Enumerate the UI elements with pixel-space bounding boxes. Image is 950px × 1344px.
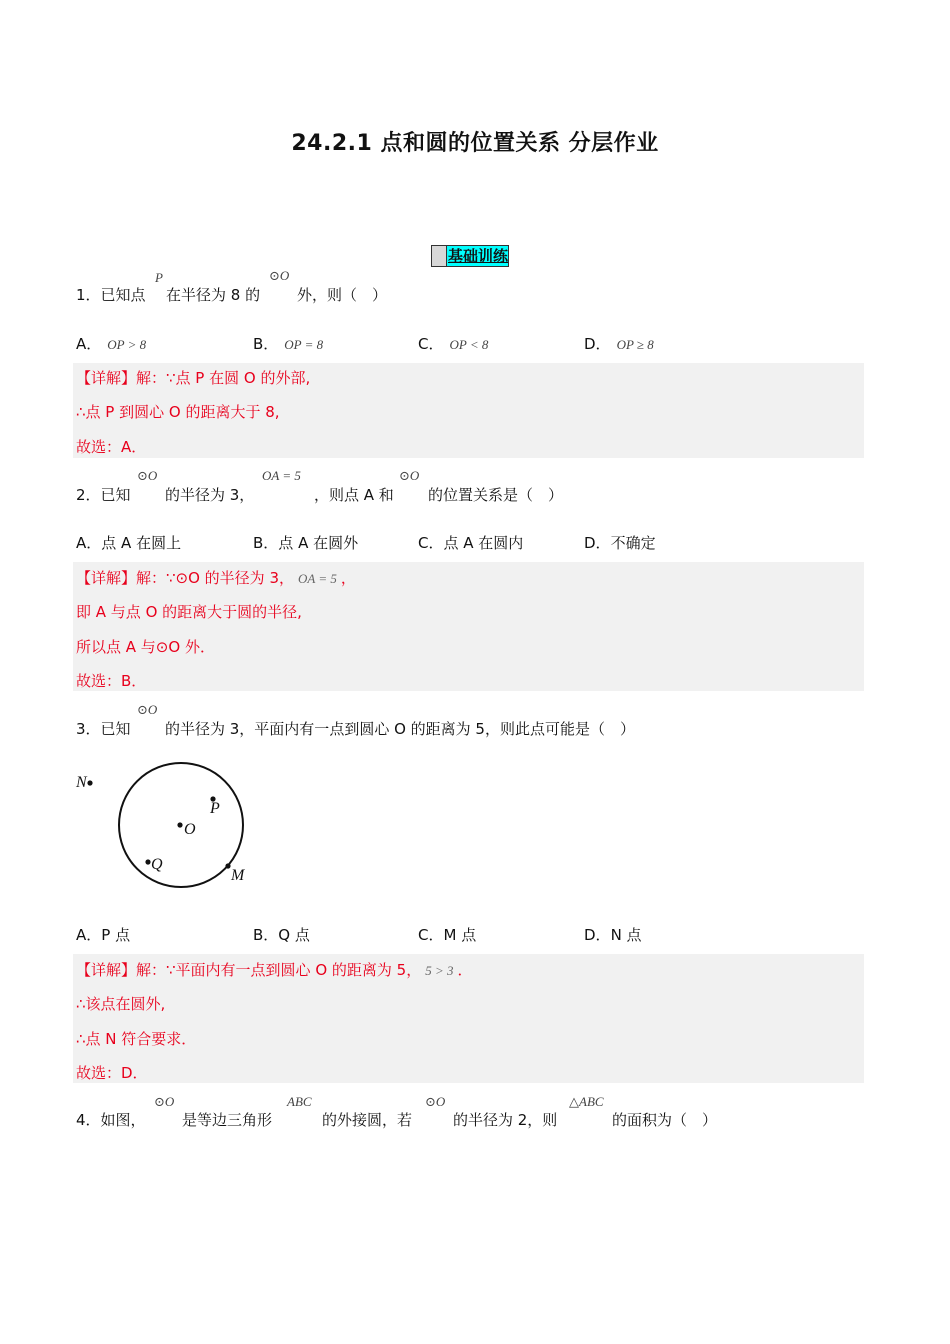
q1-option-a[interactable]: A． OP > 8: [76, 335, 147, 353]
q4-stem-b: 是等边三角形: [182, 1111, 273, 1129]
q3-stem-a: 3．已知: [76, 720, 131, 738]
q1-option-c[interactable]: C． OP < 8: [418, 335, 489, 353]
q1-stem-a: 1．已知点: [76, 286, 146, 304]
q4-stem-a: 4．如图，: [76, 1111, 146, 1129]
q2-stem-b: 的半径为 3，: [165, 486, 255, 504]
q2-stem-d: 的位置关系是（ ）: [428, 486, 564, 504]
q1-stem-b: 在半径为 8 的: [166, 286, 261, 304]
q3-option-d[interactable]: D．N 点: [584, 926, 642, 944]
label-m: M: [231, 867, 245, 884]
section-badge-label: 基础训练: [448, 247, 509, 265]
q1-sup-circle: ⊙O: [269, 268, 290, 283]
q2-solution-line-3: 所以点 A 与⊙O 外．: [76, 638, 215, 656]
q3-solution-line-1: 【详解】解：∵平面内有一点到圆心 O 的距离为 5， 5 > 3 ．: [76, 961, 473, 979]
label-n: N: [76, 774, 87, 791]
q1-solution-line-1: 【详解】解：∵点 P 在圆 O 的外部,: [76, 369, 311, 387]
label-q: Q: [151, 856, 163, 873]
q4-sup-circle-2: ⊙O: [425, 1094, 446, 1109]
q3-solution: [73, 954, 864, 1083]
q3-solution-line-3: ∴点 N 符合要求．: [76, 1030, 197, 1048]
q2-solution-line-1: 【详解】解：∵⊙O 的半径为 3， OA = 5 ，: [76, 569, 356, 587]
q3-option-b[interactable]: B．Q 点: [253, 926, 310, 944]
q1-solution-line-3: 故选：A．: [76, 438, 147, 456]
q2-solution-line-2: 即 A 与点 O 的距离大于圆的半径,: [76, 603, 302, 621]
q2-sup-circle-2: ⊙O: [399, 468, 420, 483]
q2-stem-a: 2．已知: [76, 486, 131, 504]
q4-stem-e: 的面积为（ ）: [612, 1111, 718, 1129]
q2-solution: [73, 562, 864, 691]
q1-stem-c: 外，则（ ）: [297, 286, 388, 304]
badge-box-icon: [432, 246, 447, 266]
q1-option-d[interactable]: D． OP ≥ 8: [584, 335, 654, 353]
q1-solution: [73, 363, 864, 458]
q3-stem-b: 的半径为 3，平面内有一点到圆心 O 的距离为 5，则此点可能是（ ）: [165, 720, 635, 738]
q2-solution-line-4: 故选：B．: [76, 672, 147, 690]
q2-sup-circle-1: ⊙O: [137, 468, 158, 483]
section-badge: [431, 245, 509, 267]
label-o: O: [184, 821, 196, 838]
q4-sup-circle-1: ⊙O: [154, 1094, 175, 1109]
point-m-dot: [225, 863, 230, 868]
q3-sup-circle: ⊙O: [137, 702, 158, 717]
q2-option-d[interactable]: D．不确定: [584, 534, 656, 552]
q1-option-b[interactable]: B． OP = 8: [253, 335, 324, 353]
q1-solution-line-2: ∴点 P 到圆心 O 的距离大于 8,: [76, 403, 280, 421]
q3-solution-line-4: 故选：D．: [76, 1064, 148, 1082]
q2-option-a[interactable]: A．点 A 在圆上: [76, 534, 182, 552]
point-q-dot: [145, 859, 150, 864]
point-n-dot: [87, 780, 92, 785]
q4-sup-triangle: △ABC: [569, 1094, 604, 1109]
label-p: P: [210, 800, 220, 817]
q2-sup-oa: OA = 5: [262, 468, 301, 483]
q4-sup-abc: ABC: [287, 1094, 312, 1109]
q4-stem-c: 的外接圆，若: [322, 1111, 413, 1129]
q2-option-c[interactable]: C．点 A 在圆内: [418, 534, 524, 552]
q3-option-c[interactable]: C．M 点: [418, 926, 477, 944]
q3-solution-line-2: ∴该点在圆外,: [76, 995, 166, 1013]
q1-sup-p: P: [155, 270, 163, 285]
q2-option-b[interactable]: B．点 A 在圆外: [253, 534, 359, 552]
q2-stem-c: ，则点 A 和: [314, 486, 394, 504]
q4-stem-d: 的半径为 2，则: [453, 1111, 558, 1129]
page-title: 24.2.1 点和圆的位置关系 分层作业: [291, 131, 659, 156]
point-o-dot: [177, 822, 182, 827]
q3-option-a[interactable]: A．P 点: [76, 926, 131, 944]
